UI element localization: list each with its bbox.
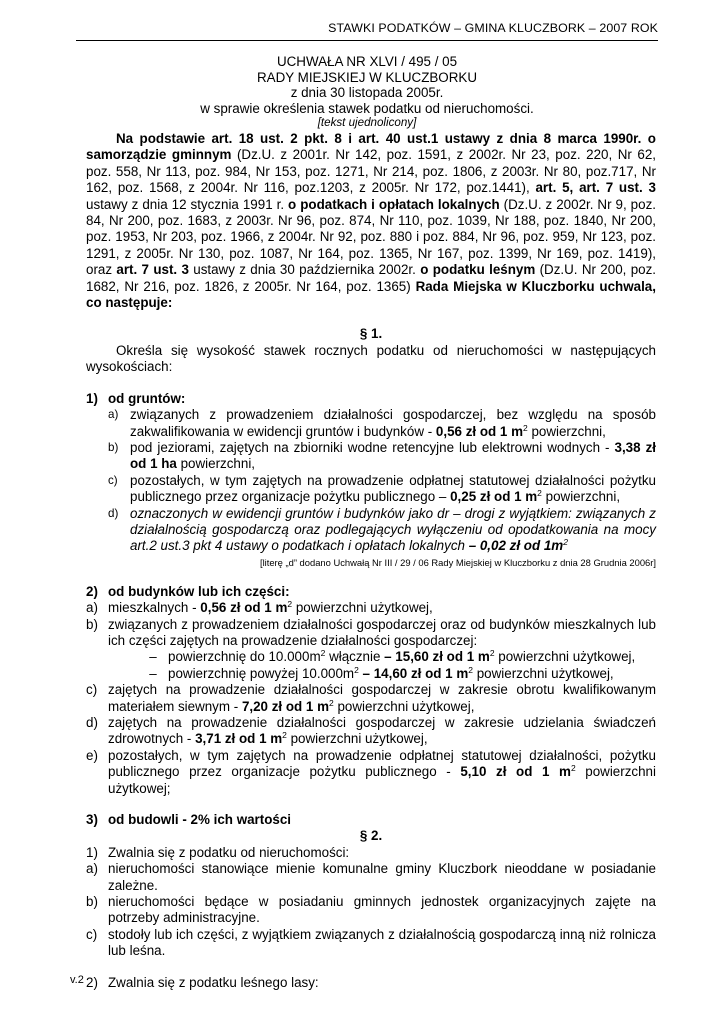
item-letter: a) bbox=[86, 600, 98, 616]
rate-value: 7,20 zł od 1 m bbox=[241, 698, 330, 714]
superscript: 2 bbox=[489, 648, 495, 659]
section-2-heading: § 2. bbox=[359, 828, 383, 844]
item-title: od gruntów: bbox=[108, 390, 186, 406]
item-text: nieruchomości będące w posiadaniu gminnych jednostek organizacyjnych zajęte na potrzeby administracyjne. bbox=[108, 894, 656, 926]
superscript: 2 bbox=[522, 422, 528, 433]
preamble-text-4: ustawy z dnia 30 października 2002r. bbox=[188, 262, 421, 278]
preamble-text-2: ustawy z dnia 12 stycznia 1991 r. bbox=[86, 196, 289, 212]
item-letter: c) bbox=[108, 473, 118, 487]
preamble-bold-2: art. 5, art. 7 ust. 3 bbox=[535, 180, 656, 196]
list-item bbox=[86, 927, 656, 960]
item-text bbox=[130, 407, 656, 440]
superscript: 2 bbox=[570, 763, 576, 774]
title-line-3: z dnia 30 listopada 2005r. bbox=[290, 85, 444, 101]
list-item bbox=[108, 473, 656, 506]
item-text bbox=[108, 682, 656, 715]
preamble-bold-3: o podatkach i opłatach lokalnych bbox=[288, 196, 500, 212]
sub-dash-list bbox=[138, 649, 656, 682]
item-letter: a) bbox=[108, 408, 119, 422]
text-run: związanych z prowadzeniem działalności gospodarczej, bez względu na sposób zakwalifikowania w ewidencji gruntów i budynków - bbox=[130, 407, 656, 439]
item-text bbox=[108, 812, 291, 828]
rate-value: – 15,60 zł od 1 m bbox=[384, 649, 490, 665]
item-text: związanych z prowadzeniem działalności gospodarczej oraz od budynków mieszkalnych lub ich części zajętych na prowadzenie działalności gospodarczej: bbox=[108, 616, 656, 648]
amendment-note: [literę „d” dodano Uchwałą Nr III / 29 / 06 Rady Miejskiej w Kluczborku z dnia 28 Grudnia 2006r] bbox=[259, 556, 656, 568]
version-label: v.2 bbox=[70, 973, 84, 986]
rate-value: 0,56 zł od 1 m bbox=[435, 423, 523, 439]
title-line-1: UCHWAŁA NR XLVI / 495 / 05 bbox=[276, 54, 458, 69]
text-run: powierzchnię do 10.000m bbox=[168, 649, 321, 665]
item-buildings bbox=[86, 584, 656, 600]
item-text bbox=[108, 748, 656, 797]
resolution-title bbox=[86, 54, 648, 130]
text-run: powierzchni użytkowej, bbox=[494, 649, 636, 665]
list-item bbox=[108, 506, 656, 555]
dash-marker: – bbox=[149, 665, 157, 681]
text-run: pozostałych, w tym zajętych na prowadzenie odpłatnej statutowej działalności pożytku publicznego przez organizacje pożytku publicznego – bbox=[130, 472, 656, 505]
section-1-heading: § 1. bbox=[359, 326, 383, 342]
text-run: powierzchni użytkowej, bbox=[472, 665, 614, 681]
text-run: zajętych na prowadzenie działalności gospodarczej w zakresie obrotu kwalifikowanym materiałem siewnym - bbox=[108, 682, 656, 714]
list-item bbox=[108, 407, 656, 440]
grounds-list bbox=[108, 407, 656, 569]
text-run: mieszkalnych - bbox=[108, 600, 201, 616]
preamble-text-5: (Dz.U. Nr 200, poz. 1682, Nr 216, poz. 1826, z 2005r. Nr 164, poz. 1365) bbox=[86, 262, 657, 294]
text-run: zajętych na prowadzenie działalności gospodarczej w zakresie udzielania świadczeń zdrowotnych - bbox=[108, 715, 656, 747]
list-item bbox=[86, 617, 656, 650]
list-item bbox=[86, 748, 656, 797]
item-number: 1) bbox=[86, 390, 98, 406]
superscript: 2 bbox=[329, 697, 334, 708]
rate-value: – 14,60 zł od 1 m bbox=[358, 665, 469, 681]
rate-value: 3,71 zł od 1 m bbox=[195, 731, 283, 747]
item-text bbox=[130, 440, 656, 473]
text-run: oznaczonych w ewidencji gruntów i budynków jako dr – drogi z wyjątkiem: związanych z działalnością gospodarczą oraz podlegających wyłączeniu od opodatkowania na mocy art.2 ust.3 pkt 4 ustawy o podatkach i opłatach lokalnych bbox=[130, 505, 656, 554]
text-run: powierzchni użytkowej; bbox=[108, 764, 656, 796]
superscript: 2 bbox=[287, 599, 293, 610]
preamble-text-1: (Dz.U. z 2001r. Nr 142, poz. 1591, z 2002r. Nr 23, poz. 220, Nr 62, poz. 558, Nr 113, poz. 984, Nr 153, poz. 1271, Nr 214, poz. 1806, z 2003r. Nr 80, poz.717, Nr 162, poz. 1568, z 2004r. Nr 116, poz.1203, z 2005r. Nr 172, poz.1441), bbox=[86, 147, 656, 196]
superscript: 2 bbox=[563, 537, 568, 548]
item-letter: a) bbox=[86, 861, 98, 877]
dash-marker: – bbox=[149, 649, 157, 665]
item-letter: e) bbox=[86, 747, 98, 763]
superscript: 2 bbox=[320, 648, 326, 659]
rate-value: 3,38 zł od 1 ha bbox=[130, 439, 656, 472]
superscript: 2 bbox=[282, 730, 287, 741]
list-item bbox=[108, 440, 656, 473]
text-run: powierzchnię powyżej 10.000m bbox=[168, 665, 355, 681]
list-item bbox=[86, 682, 656, 715]
item-grounds bbox=[86, 391, 656, 407]
text-run: powierzchni, bbox=[541, 489, 621, 505]
item-letter: b) bbox=[108, 440, 119, 454]
item-letter: b) bbox=[86, 616, 98, 632]
preamble-bold-6: Rada Miejska w Kluczborku uchwala, co następuje: bbox=[86, 278, 656, 311]
item-text: nieruchomości stanowiące mienie komunalne gminy Kluczbork nieoddane w posiadanie zależne. bbox=[108, 861, 656, 893]
item-title: od budynków lub ich części: bbox=[108, 583, 290, 599]
document-body bbox=[86, 131, 656, 991]
title-line-2: RADY MIEJSKIEJ W KLUCZBORKU bbox=[257, 69, 477, 85]
list-item bbox=[86, 861, 656, 894]
list-item bbox=[86, 600, 656, 616]
item-text: Zwalnia się z podatku od nieruchomości: bbox=[108, 844, 350, 860]
preamble-bold-1: Na podstawie art. 18 ust. 2 pkt. 8 i art. 40 ust.1 ustawy z dnia 8 marca 1990r. o samorządzie gminnym bbox=[86, 131, 656, 163]
item-number: 3) bbox=[86, 812, 98, 828]
superscript: 2 bbox=[537, 488, 542, 499]
item-text bbox=[130, 473, 656, 506]
exemption-item-1 bbox=[86, 845, 656, 861]
text-run: pod jeziorami, zajętych na zbiorniki wodne retencyjne lub elektrowni wodnych - bbox=[130, 439, 615, 455]
exemption-item-2 bbox=[86, 975, 656, 991]
item-letter: c) bbox=[86, 926, 98, 942]
item-letter: d) bbox=[108, 506, 119, 520]
running-header: STAWKI PODATKÓW – GMINA KLUCZBORK – 2007 ROK bbox=[328, 21, 658, 35]
text-run: powierzchni użytkowej, bbox=[333, 698, 475, 714]
item-letter: b) bbox=[86, 894, 98, 910]
rate-value: - 2% ich wartości bbox=[178, 812, 292, 828]
rate-value: 0,25 zł od 1 m bbox=[450, 489, 538, 505]
text-run: powierzchni użytkowej, bbox=[286, 731, 428, 747]
title-line-4: w sprawie określenia stawek podatku od nieruchomości. bbox=[200, 100, 534, 116]
dash-item bbox=[138, 666, 656, 682]
item-text: Zwalnia się z podatku leśnego lasy: bbox=[108, 974, 319, 990]
text-run: pozostałych, w tym zajętych na prowadzenie odpłatnej statutowej działalności, pożytku publicznego przez organizacje pożytku publicznego - bbox=[108, 747, 656, 780]
rate-value: 0,56 zł od 1 m bbox=[200, 600, 288, 616]
item-text bbox=[130, 506, 656, 555]
rate-value: – 0,02 zł od 1m bbox=[468, 538, 564, 554]
section-1-intro: Określa się wysokość stawek rocznych podatku od nieruchomości w następujących wysokościach: bbox=[86, 342, 656, 375]
superscript: 2 bbox=[354, 664, 359, 675]
item-text: stodoły lub ich części, z wyjątkiem związanych z działalnością gospodarczą inną niż rolnicza lub leśna. bbox=[108, 926, 656, 959]
superscript: 2 bbox=[468, 664, 473, 675]
dash-item bbox=[138, 649, 656, 665]
item-number: 1) bbox=[86, 844, 98, 860]
text-run: powierzchni, bbox=[176, 456, 256, 472]
item-text bbox=[108, 715, 656, 748]
preamble-bold-5: o podatku leśnym bbox=[420, 262, 536, 278]
list-item bbox=[86, 894, 656, 927]
text-run: włącznie bbox=[325, 649, 385, 665]
item-structures bbox=[86, 812, 656, 828]
text-run: powierzchni, bbox=[527, 423, 606, 439]
preamble bbox=[86, 131, 656, 311]
buildings-list bbox=[86, 600, 656, 797]
list-item bbox=[86, 715, 656, 748]
item-letter: c) bbox=[86, 682, 98, 698]
text-run: powierzchni użytkowej, bbox=[292, 600, 433, 616]
item-title: od budowli bbox=[108, 812, 179, 828]
header-rule bbox=[76, 40, 658, 41]
dash-text bbox=[168, 666, 656, 682]
rate-value: 5,10 zł od 1 m bbox=[460, 764, 571, 780]
exemption-list bbox=[86, 861, 656, 959]
title-note: [tekst ujednolicony] bbox=[317, 116, 417, 130]
item-number: 2) bbox=[86, 974, 98, 990]
item-text bbox=[108, 600, 656, 616]
item-letter: d) bbox=[86, 715, 98, 730]
preamble-text-3: (Dz.U. z 2002r. Nr 9, poz. 84, Nr 200, poz. 1683, z 2003r. Nr 96, poz. 874, Nr 110, poz. 1039, Nr 188, poz. 1840, Nr 200, poz. 1953, Nr 203, poz. 1966, z 2004r. Nr 92, poz. 880 i poz. 884, Nr 96, poz. 959, Nr 123, poz. 1291, z 2005r. Nr 130, poz. 1087, Nr 164, poz. 1365, Nr 167, poz. 1399, Nr 169, poz. 1419), oraz bbox=[86, 196, 656, 278]
item-number: 2) bbox=[86, 583, 98, 599]
dash-text bbox=[168, 649, 656, 665]
preamble-bold-4: art. 7 ust. 3 bbox=[116, 262, 189, 278]
